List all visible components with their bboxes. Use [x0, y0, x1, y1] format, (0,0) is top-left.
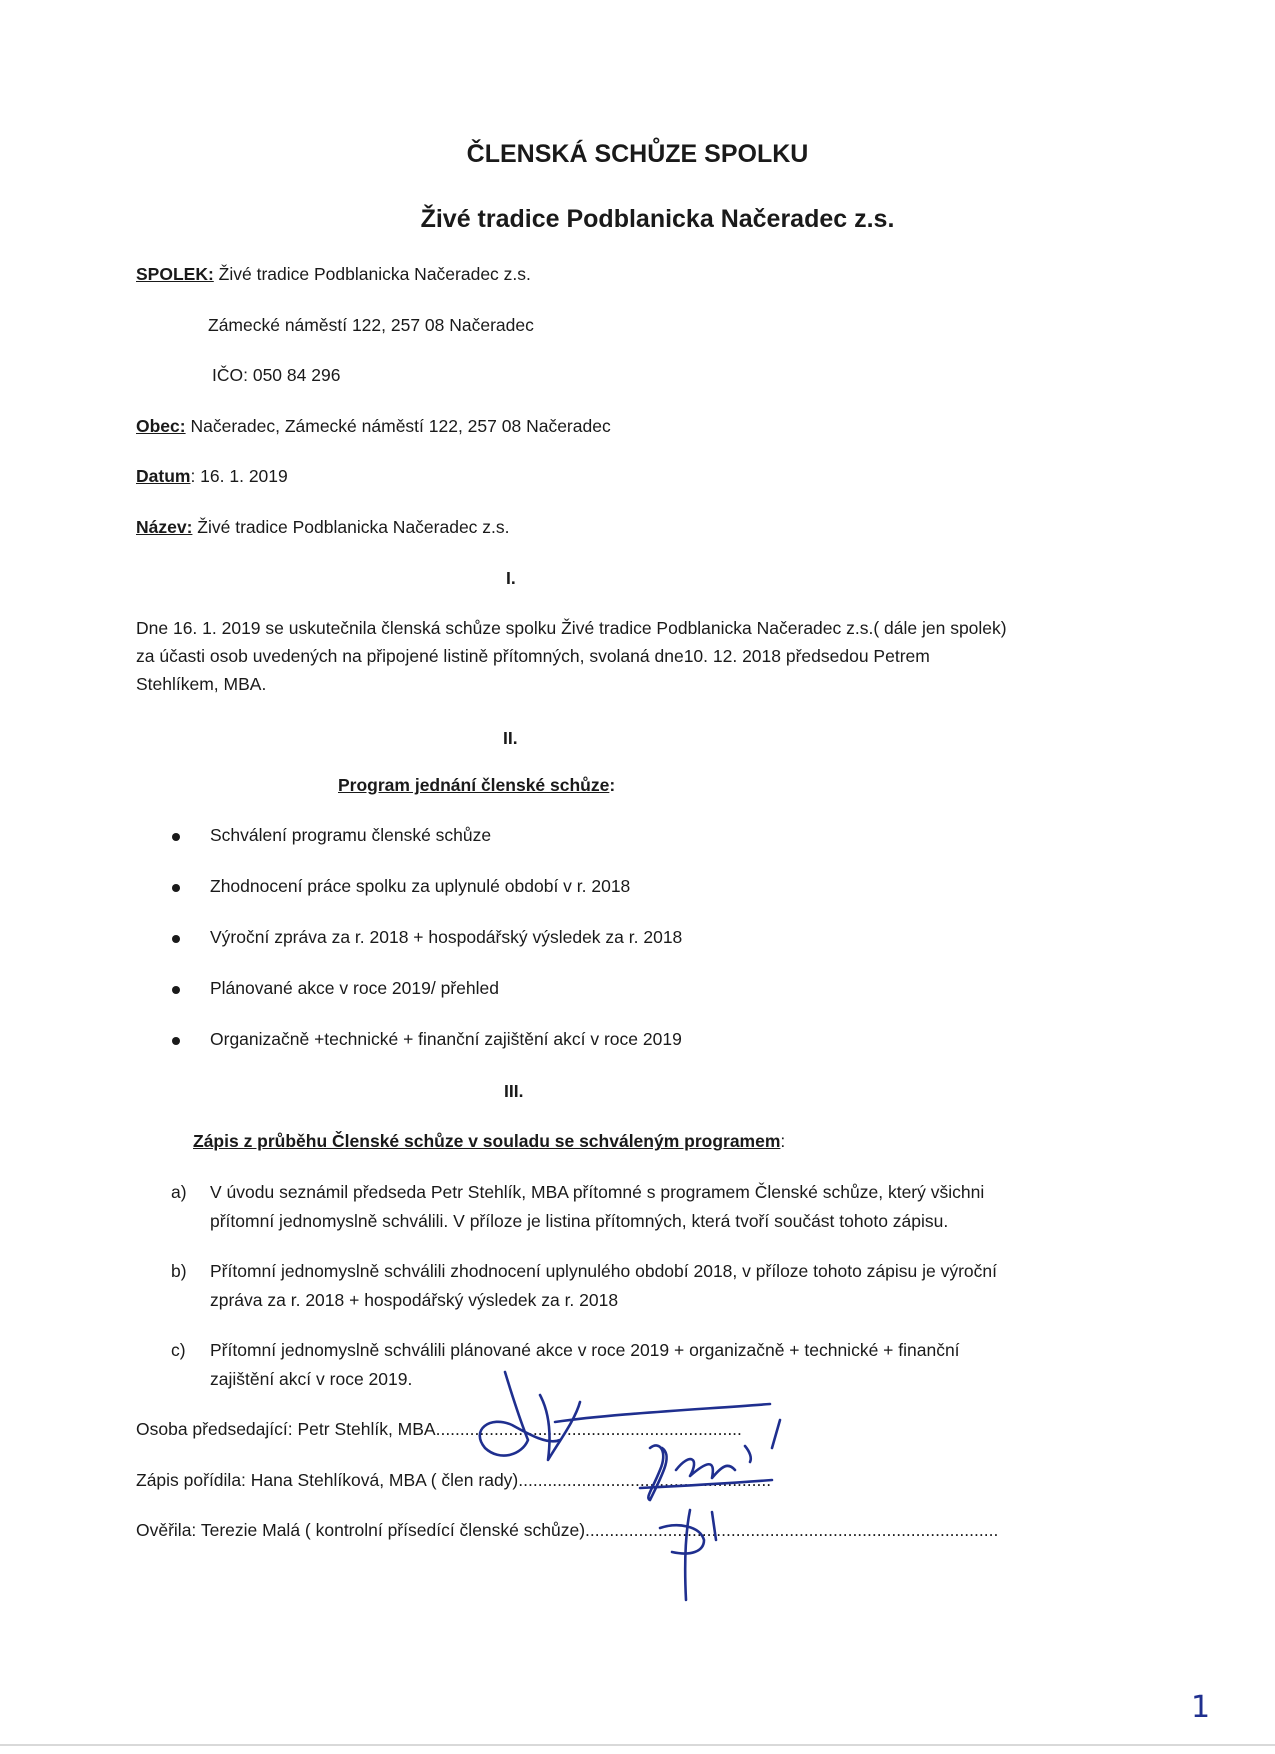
section-1-line-3: Stehlíkem, MBA. [136, 674, 267, 694]
obec-label: Obec: [136, 416, 186, 436]
address-line: Zámecké náměstí 122, 257 08 Načeradec [208, 315, 534, 335]
program-heading-text: Program jednání členské schůze [338, 775, 610, 795]
section-1-line-2: za účasti osob uvedených na připojené listině přítomných, svolaná dne10. 12. 2018 předsedou Petrem [136, 646, 930, 666]
minutes-heading-suffix: : [780, 1131, 786, 1151]
minutes-item-b-line-2: zpráva za r. 2018 + hospodářský výsledek za r. 2018 [210, 1290, 619, 1310]
recorder-dots: .................................................... [518, 1470, 772, 1490]
minutes-item-a-line-2: přítomní jednomyslně schválili. V příloze je listina přítomných, která tvoří součást tohoto zápisu. [210, 1211, 949, 1231]
association-title: Živé tradice Podblanicka Načeradec z.s. [420, 205, 895, 233]
page-number: 1 [1191, 1690, 1211, 1725]
verifier-label: Ověřila: Terezie Malá ( kontrolní přísedící členské schůze) [136, 1520, 586, 1540]
verifier-signature-mark [712, 1512, 716, 1540]
chair-signature-stroke-2 [540, 1395, 580, 1460]
verifier-signature [685, 1510, 690, 1600]
program-item-3: Výroční zpráva za r. 2018 + hospodářský výsledek za r. 2018 [210, 927, 683, 947]
recorder-signature-loops [676, 1459, 735, 1478]
recorder-signature [648, 1445, 666, 1500]
recorder-signature-tick [745, 1446, 751, 1462]
minutes-item-b-marker: b) [171, 1261, 187, 1281]
nazev-value: Živé tradice Podblanicka Načeradec z.s. [192, 517, 510, 537]
minutes-item-a-marker: a) [171, 1182, 187, 1202]
chair-dots: ............................................................... [435, 1419, 742, 1439]
ico-line: IČO: 050 84 296 [212, 365, 341, 385]
minutes-item-c-line-1: Přítomní jednomyslně schválili plánované akce v roce 2019 + organizačně + technické + finanční [210, 1340, 960, 1360]
datum-label: Datum [136, 466, 191, 486]
section-1-line-1: Dne 16. 1. 2019 se uskutečnila členská schůze spolku Živé tradice Podblanicka Načeradec z.s.( dále jen spolek) [136, 618, 1007, 638]
section-1-numeral: I. [506, 568, 516, 588]
spolek-value: Živé tradice Podblanicka Načeradec z.s. [213, 264, 531, 284]
program-item-4: Plánované akce v roce 2019/ přehled [210, 978, 499, 998]
minutes-item-b-line-1: Přítomní jednomyslně schválili zhodnocení uplynulého období 2018, v příloze tohoto zápisu je výroční [210, 1261, 997, 1281]
minutes-item-c-marker: c) [171, 1340, 186, 1360]
minutes-item-c-line-2: zajištění akcí v roce 2019. [210, 1369, 413, 1389]
section-3-numeral: III. [504, 1081, 524, 1101]
chair-label: Osoba předsedající: Petr Stehlík, MBA [136, 1419, 436, 1439]
program-item-1: Schválení programu členské schůze [210, 825, 492, 845]
minutes-heading-text: Zápis z průběhu Členské schůze v souladu se schváleným programem [193, 1131, 781, 1151]
section-2-numeral: II. [503, 728, 518, 748]
chair-signature-tick [772, 1420, 780, 1448]
recorder-label: Zápis pořídila: Hana Stehlíková, MBA ( člen rady) [136, 1470, 519, 1490]
chair-signature-underline [555, 1404, 770, 1422]
nazev-label: Název: [136, 517, 193, 537]
verifier-signature-loop [660, 1525, 704, 1553]
program-item-2: Zhodnocení práce spolku za uplynulé období v r. 2018 [210, 876, 631, 896]
scan-edge-divider [0, 1744, 1275, 1746]
verifier-dots: ..................................................................................... [585, 1520, 999, 1540]
datum-value: : 16. 1. 2019 [190, 466, 288, 486]
document-title: ČLENSKÁ SCHŮZE SPOLKU [466, 140, 809, 168]
program-heading-suffix: : [609, 775, 616, 795]
program-item-5: Organizačně +technické + finanční zajištění akcí v roce 2019 [210, 1029, 682, 1049]
obec-value: Načeradec, Zámecké náměstí 122, 257 08 Načeradec [185, 416, 611, 436]
minutes-item-a-line-1: V úvodu seznámil předseda Petr Stehlík, MBA přítomné s programem Členské schůze, který všichni [210, 1182, 985, 1202]
spolek-label: SPOLEK: [136, 264, 214, 284]
